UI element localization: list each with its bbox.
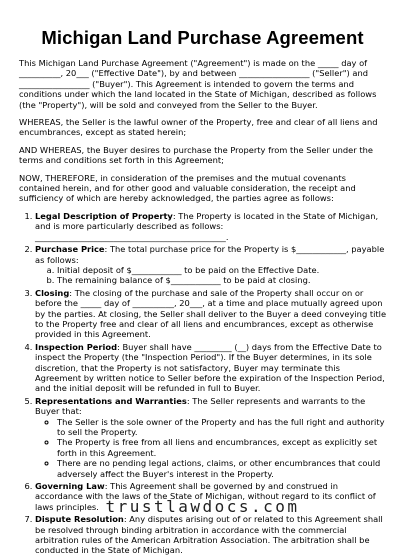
payment-term-item: b. The remaining balance of $____________ to be paid at closing. — [57, 275, 387, 285]
section-legal-description — [35, 211, 387, 242]
section-heading: Representations and Warranties — [35, 395, 187, 406]
section-inspection-period — [35, 342, 387, 394]
section-heading: Dispute Resolution — [35, 514, 124, 525]
section-text: : The total purchase price for the Property is $____________, payable as follows: — [35, 244, 385, 265]
section-heading: Legal Description of Property — [35, 210, 173, 221]
section-text: : The Seller represents and warrants to the Buyer that: — [35, 395, 366, 417]
section-text: : Buyer shall have _________ (__) days from the Effective Date to inspect the Property (the "Inspection Period"). If the Buyer determines, in its sole discretion, that the Property is not satisfactory, Buyer may terminate this Agreement by written notice to Seller before the expiration of the Inspection Period, and the initial deposit will be refunded in full to Buyer. — [35, 341, 385, 394]
payment-terms-list — [35, 265, 387, 286]
whereas-paragraph-1: WHEREAS, the Seller is the lawful owner of the Property, free and clear of all liens and encumbrances, except as stated herein; — [19, 117, 378, 138]
section-text: : Any disputes arising out of or related to this Agreement shall be resolved through binding arbitration in accordance with the commercial arbitration rules of the American Arbitration Association. The arbitration shall be conducted in the State of Michigan. — [35, 514, 383, 556]
payment-term-item: a. Initial deposit of $____________ to be paid on the Effective Date. — [57, 265, 387, 275]
section-text: : The closing of the purchase and sale of the Property shall occur on or before the _____ day of __________, 20___, at a time and place mutually agreed upon by the parties. At closing, the Seller shall deliver to the Buyer a deed conveying title to the Property free and clear of all liens and encumbrances, except as otherwise provided in this Agreement. — [35, 287, 387, 340]
now-therefore-paragraph: NOW, THEREFORE, in consideration of the premises and the mutual covenants contained herein, and for other good and valuable consideration, the receipt and sufficiency of which are hereby acknowledged, the parties agree as follows: — [19, 172, 356, 204]
whereas-paragraph-2: AND WHEREAS, the Buyer desires to purchase the Property from the Seller under the terms and conditions set forth in this Agreement; — [19, 144, 373, 166]
section-heading: Purchase Price — [35, 244, 105, 255]
section-dispute-resolution — [35, 514, 387, 556]
warranty-item: ◦ The Property is free from all liens and encumbrances, except as explicitly set forth in this Agreement. — [57, 437, 387, 458]
page-title: Michigan Land Purchase Agreement — [41, 27, 364, 48]
section-heading: Inspection Period — [35, 341, 118, 352]
site-watermark: trustlawdocs.com — [105, 497, 300, 516]
section-text: : This Agreement shall be governed by and construed in accordance with the laws of the State of Michigan, without regard to its conflict of laws principles. — [35, 481, 376, 512]
warranty-item: ◦ There are no pending legal actions, claims, or other encumbrances that could adversely affect the Buyer's interest in the Property. — [57, 458, 387, 479]
warranties-list — [35, 417, 387, 479]
intro-paragraph: This Michigan Land Purchase Agreement ("Agreement") is made on the _____ day of __________, 20___ ("Effective Date"), by and between _________________ ("Seller") and _________________ ("Buyer"). This Agreement is intended to govern the terms and conditions under which the land located in the State of Michigan, described as follows (the "Property"), will be sold and conveyed from the Seller to the Buyer. — [19, 58, 377, 110]
section-closing — [35, 288, 387, 340]
warranty-item: ◦ The Seller is the sole owner of the Property and has the full right and authority to sell the Property. — [57, 417, 387, 438]
section-purchase-price — [35, 244, 387, 286]
section-representations — [35, 396, 387, 479]
section-heading: Closing — [35, 287, 70, 298]
section-heading: Governing Law — [35, 481, 105, 492]
section-text: : The Property is located in the State of Michigan, and is more particularly described as follows: ______________________________________________. — [35, 210, 379, 242]
document-body — [19, 58, 387, 558]
